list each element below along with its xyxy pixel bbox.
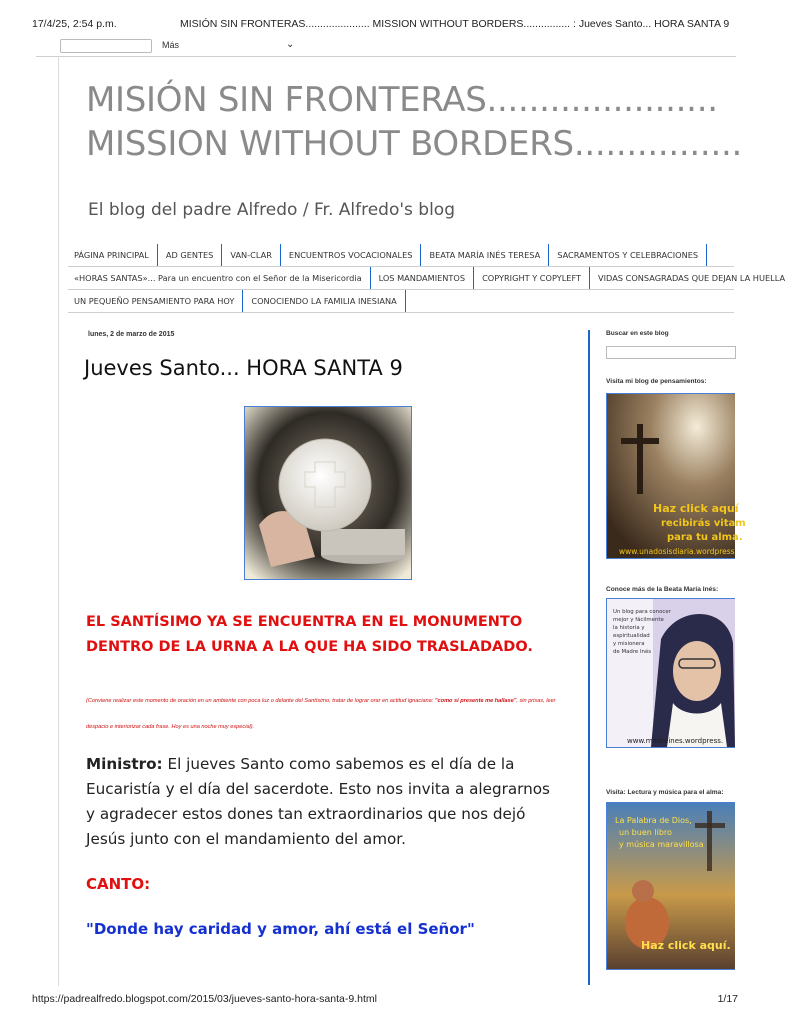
widget3-cta: Haz click aquí. (641, 939, 731, 952)
tab-van-clar[interactable]: VAN-CLAR (222, 244, 281, 266)
widget3-line2: un buen libro (619, 828, 672, 837)
tab-sacramentos[interactable]: SACRAMENTOS Y CELEBRACIONES (549, 244, 707, 266)
column-divider (588, 330, 590, 985)
chevron-down-icon[interactable]: ⌄ (286, 39, 295, 50)
widget2-text: Un blog para conocer (613, 609, 671, 615)
tab-ad-gentes[interactable]: AD GENTES (158, 244, 223, 266)
widget1-url: www.unadosisdiaria.wordpress (619, 547, 735, 556)
blogger-navbar (58, 38, 738, 56)
widget2-banner-art (607, 599, 735, 747)
sidebar-search-input[interactable] (606, 346, 736, 359)
blog-description: El blog del padre Alfredo / Fr. Alfredo's blog (88, 200, 455, 220)
print-page-number: 1/17 (717, 993, 738, 1005)
tab-row-1 (68, 244, 734, 266)
blog-title[interactable] (86, 78, 742, 166)
sacrament-heading: EL SANTÍSIMO YA SE ENCUENTRA EN EL MONUMENTO DENTRO DE LA URNA A LA QUE HA SIDO TRASLADADO. (86, 614, 533, 655)
tab-horas-santas[interactable]: «HORAS SANTAS»... Para un encuentro con el Señor de la Misericordia (68, 267, 371, 289)
tab-mandamientos[interactable]: LOS MANDAMIENTOS (371, 267, 474, 289)
widget2-text: y misionera (613, 641, 645, 647)
widget3-line3: y música maravillosa (619, 840, 704, 849)
tab-row-divider (68, 312, 734, 313)
widget1-line2: recibirás vitam (661, 518, 746, 529)
instruction-quote: "como si presente me hallase" (434, 698, 517, 704)
host-photo[interactable] (244, 406, 412, 580)
blog-title-line-1[interactable]: MISIÓN SIN FRONTERAS...................... (86, 80, 718, 120)
tab-vidas-consagradas[interactable]: VIDAS CONSAGRADAS QUE DEJAN LA HUELLA (598, 273, 786, 283)
tab-beata-maria-ines[interactable]: BEATA MARÍA INÉS TERESA (421, 244, 549, 266)
sidebar-search-label: Buscar en este blog (606, 330, 669, 337)
tab-encuentros-vocacionales[interactable]: ENCUENTROS VOCACIONALES (281, 244, 422, 266)
widget3-label: Visita: Lectura y música para el alma: (606, 789, 724, 796)
print-page-title: MISIÓN SIN FRONTERAS...................... MISSION WITHOUT BORDERS................ : Jueves Santo... HORA SANTA 9 (180, 18, 730, 30)
widget2-text: espiritualidad (613, 633, 650, 639)
widget2-url: www.madreines.wordpress. (627, 737, 724, 745)
widget1-label: Visita mi blog de pensamientos: (606, 378, 707, 385)
widget2-text: la historia y (613, 625, 645, 631)
tab-copyright[interactable]: COPYRIGHT Y COPYLEFT (474, 267, 590, 289)
print-url: https://padrealfredo.blogspot.com/2015/03/jueves-santo-hora-santa-9.html (32, 993, 377, 1005)
host-photo-illustration (245, 407, 411, 579)
tab-row-3 (68, 290, 734, 312)
instruction-text: (Conviene realizar este momento de oración en un ambiente con poca luz o delante del Santísimo, tratar de lograr orar en actitud ignaciana: (86, 698, 435, 704)
canto-label: CANTO: (86, 875, 151, 893)
instruction-text: , sin prisas, leer despacio e interiorizar cada frase. Hoy es una noche muy especial). (86, 698, 556, 730)
print-datetime: 17/4/25, 2:54 p.m. (32, 18, 117, 30)
canto-title: "Donde hay caridad y amor, ahí está el Señor" (86, 920, 475, 938)
widget3-line1: La Palabra de Dios, (615, 816, 692, 825)
widget1-banner-art (607, 394, 746, 558)
navbar-more-link[interactable]: Más (162, 40, 180, 50)
widget3-banner-art (607, 803, 735, 969)
widget1-line3: para tu alma. (667, 532, 743, 543)
widget2-text: de Madre Inés (613, 649, 652, 655)
ministro-paragraph (86, 752, 556, 852)
widget2-banner[interactable] (606, 598, 735, 748)
ministro-text: El jueves Santo como sabemos es el día de la Eucaristía y el día del sacerdote. Esto nos invita a alegrarnos y agradecer estos dones tan extraordinarios que nos dejó Jesús junto con el mandamiento del amor. (86, 755, 550, 848)
cross-icon (637, 424, 643, 494)
tab-row-2 (68, 267, 786, 289)
post-title[interactable]: Jueves Santo... HORA SANTA 9 (84, 356, 403, 380)
widget1-line1: Haz click aquí (653, 502, 739, 515)
widget1-banner[interactable] (606, 393, 746, 559)
tab-pequeno-pensamiento[interactable]: UN PEQUEÑO PENSAMIENTO PARA HOY (68, 290, 243, 312)
widget2-text: mejor y fácilmente (613, 617, 664, 623)
post-date: lunes, 2 de marzo de 2015 (88, 331, 175, 338)
left-divider (58, 56, 59, 986)
navbar-search-input[interactable] (60, 39, 152, 53)
ministro-label: Ministro: (86, 755, 163, 773)
widget2-label: Conoce más de la Beata María Inés: (606, 586, 719, 593)
top-divider (36, 56, 736, 57)
tab-familia-inesiana[interactable]: CONOCIENDO LA FAMILIA INESIANA (243, 290, 405, 312)
widget3-banner[interactable] (606, 802, 735, 970)
tab-pagina-principal[interactable]: PÁGINA PRINCIPAL (68, 244, 158, 266)
prayer-instruction (86, 688, 572, 740)
blog-title-line-2[interactable]: MISSION WITHOUT BORDERS................ (86, 124, 742, 164)
nun-face (673, 641, 721, 701)
